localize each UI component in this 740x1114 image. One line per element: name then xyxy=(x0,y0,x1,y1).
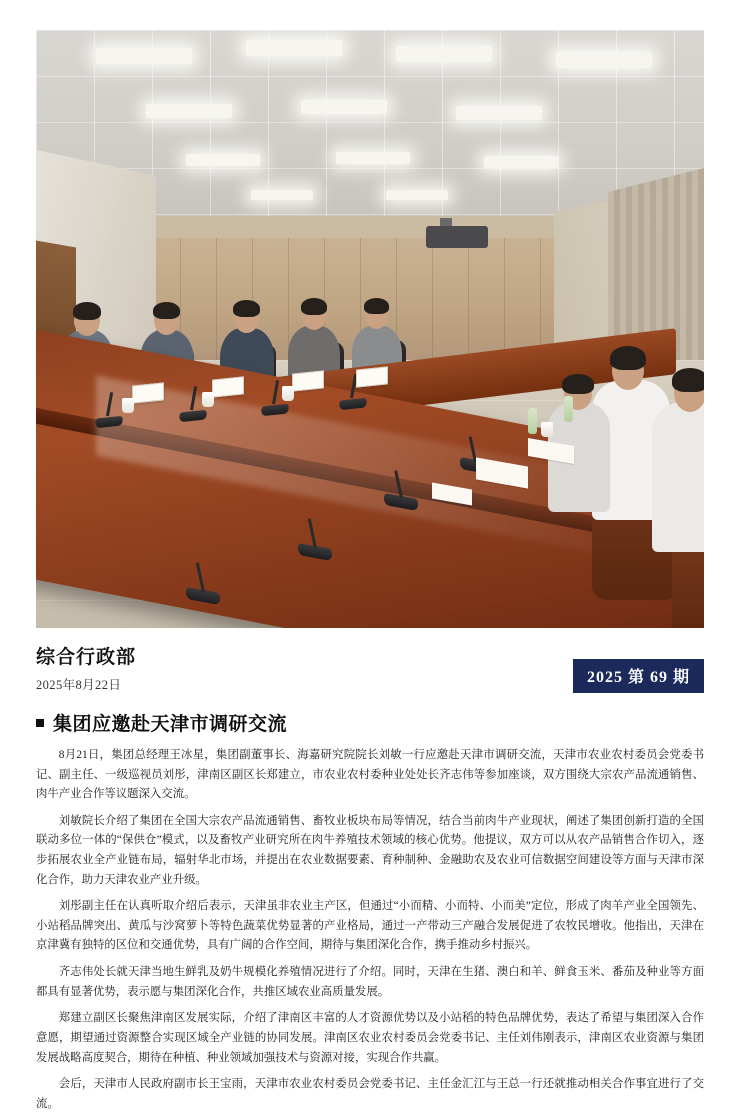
paragraph: 刘敏院长介绍了集团在全国大宗农产品流通销售、畜牧业板块布局等情况，结合当前肉牛产业现状，阐述了集团创新打造的全国联动多位一体的“保供仓”模式，以及畜牧产业研究所在肉牛养殖技术领域的核心优势。他提议，双方可以从农产品销售合作切入，逐步拓展农业全产业链布局，辐射华北市场，并提出在农业数据要素、育种制种、金融助农及农业可信数据空间建设等方面与天津市深化合作，助力天津农业产业升级。 xyxy=(36,814,704,886)
ceiling-light xyxy=(246,40,342,56)
nameplate xyxy=(292,370,324,391)
ceiling-light xyxy=(301,100,387,114)
paragraph: 会后，天津市人民政府副市长王宝雨，天津市农业农村委员会党委书记、主任金汇江与王总一行还就推动相关合作事宜进行了交流。 xyxy=(36,1078,704,1110)
ceiling-light xyxy=(386,190,448,200)
participant-hair xyxy=(562,374,594,394)
paragraph: 齐志伟处长就天津当地生鲜乳及奶牛规模化养殖情况进行了介绍。同时，天津在生猪、澳白和羊、鲜食玉米、番茄及种业等方面都具有显著优势，表示愿与集团深化合作，共推区域农业高质量发展。 xyxy=(36,966,704,998)
ceiling-light xyxy=(251,190,313,200)
headline-row xyxy=(36,709,704,736)
participant-hair xyxy=(153,302,180,319)
page-title: 集团应邀赴天津市调研交流 xyxy=(53,714,288,735)
article-body xyxy=(36,746,704,1114)
nameplate xyxy=(356,366,388,387)
nameplate xyxy=(132,382,164,403)
publish-date: 2025年8月22日 xyxy=(36,678,122,692)
participant-hair xyxy=(364,298,389,314)
nameplate xyxy=(212,376,244,397)
ceiling-light xyxy=(146,104,232,118)
participant-hair xyxy=(73,302,101,320)
paragraph: 郑建立副区长聚焦津南区发展实际，介绍了津南区丰富的人才资源优势以及小站稻的特色品牌优势，表达了希望与集团深入合作意愿，期望通过资源整合实现区域全产业链的协同发展。津南区农业农村委员会党委书记、主任刘伟刚表示，津南区农业资源与集团发展战略高度契合，期待在种植、种业领域加强技术与资源对接，实现合作共赢。 xyxy=(36,1012,704,1064)
water-bottle xyxy=(528,408,537,434)
participant-hair xyxy=(610,346,646,370)
meta-row xyxy=(36,642,704,693)
water-cup xyxy=(282,386,294,401)
participant-hair xyxy=(233,300,260,317)
water-cup xyxy=(202,392,214,407)
bullet-square-icon xyxy=(36,719,44,727)
water-cup xyxy=(541,422,553,437)
ceiling-light xyxy=(396,46,492,62)
participant xyxy=(652,402,704,552)
ceiling-light xyxy=(484,156,558,168)
paragraph: 8月21日，集团总经理王冰星，集团副董事长、海嘉研究院院长刘敏一行应邀赴天津市调研交流，天津市农业农村委员会党委书记、副主任、一级巡视员刘彤，津南区副区长郑建立，市农业农村委种业处处长齐志伟等参加座谈，双方围绕大宗农产品流通销售、肉牛产业合作等议题深入交流。 xyxy=(36,749,704,801)
ceiling-light xyxy=(456,106,542,120)
meeting-photo xyxy=(36,30,704,628)
ceiling-light xyxy=(336,152,410,164)
water-cup xyxy=(122,398,134,413)
ceiling-light xyxy=(186,154,260,166)
issue-badge: 2025 第 69 期 xyxy=(573,659,704,693)
ceiling-light xyxy=(556,52,652,68)
participant-hair xyxy=(672,368,704,392)
participant-hair xyxy=(301,298,327,315)
paragraph: 刘彤副主任在认真听取介绍后表示，天津虽非农业主产区，但通过“小而精、小而特、小而美”定位，形成了肉羊产业全国领先、小站稻品牌突出、黄瓜与沙窝萝卜等特色蔬菜优势显著的产业格局，通过一产带动三产融合发展促进了农牧民增收。他指出，天津在京津冀有独特的区位和交通优势，具有广阔的合作空间，期待与集团深化合作，携手推动乡村振兴。 xyxy=(36,900,704,952)
department-block xyxy=(36,642,136,693)
water-bottle xyxy=(564,396,573,422)
department-name: 综合行政部 xyxy=(36,647,137,668)
projector xyxy=(426,226,488,248)
photo-scene xyxy=(36,30,704,628)
ceiling-light xyxy=(96,48,192,64)
